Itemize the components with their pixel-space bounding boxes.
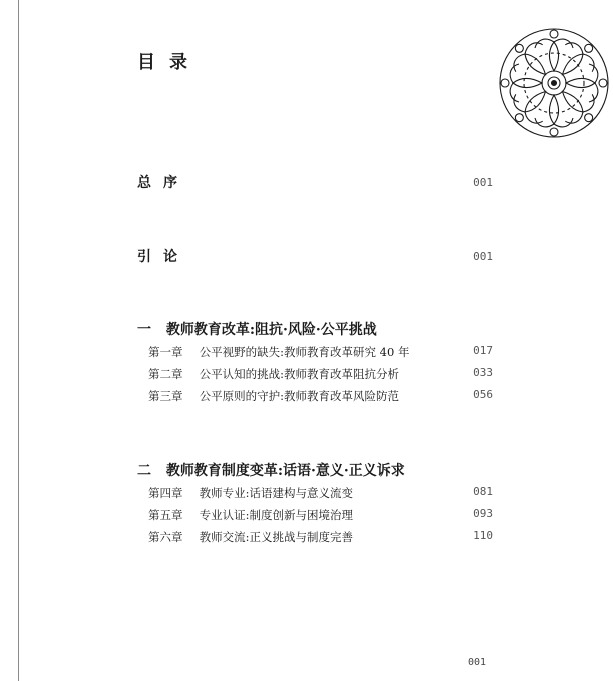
chapter-title: 专业认证:制度创新与困境治理 — [199, 508, 354, 522]
chapter-number: 第四章 — [148, 486, 183, 500]
part-number: 二 — [137, 463, 151, 479]
chapter-title: 公平原则的守护:教师教育改革风险防范 — [199, 389, 400, 403]
chapter-number: 第六章 — [148, 530, 183, 544]
chapter-row — [148, 388, 493, 404]
chapter-row — [148, 507, 493, 523]
chapter-title: 公平认知的挑战:教师教育改革阻抗分析 — [199, 367, 400, 381]
chapter-page-number: 081 — [473, 485, 493, 498]
toc-entry-introduction: 引论 — [137, 249, 189, 265]
part-heading — [137, 460, 405, 480]
chapter-page-number: 110 — [473, 529, 493, 542]
footer-page-number: 001 — [468, 657, 487, 668]
part-title: 教师教育改革:阻抗·风险·公平挑战 — [165, 322, 377, 338]
part-heading — [137, 319, 377, 339]
toc-entry-general-preface: 总序 — [137, 175, 189, 191]
chapter-number: 第五章 — [148, 508, 183, 522]
part-number: 一 — [137, 322, 151, 338]
chapter-row — [148, 485, 493, 501]
chapter-page-number: 017 — [473, 344, 493, 357]
page-title: 目录 — [137, 52, 201, 73]
chapter-page-number: 056 — [473, 388, 493, 401]
chapter-title: 教师交流:正义挑战与制度完善 — [199, 530, 354, 544]
toc-entry-page-number: 001 — [473, 250, 493, 263]
chapter-number: 第三章 — [148, 389, 183, 403]
chapter-number: 第一章 — [148, 345, 183, 359]
chapter-title: 教师专业:话语建构与意义流变 — [199, 486, 354, 500]
chapter-page-number: 033 — [473, 366, 493, 379]
part-title: 教师教育制度变革:话语·意义·正义诉求 — [165, 463, 405, 479]
chapter-title: 公平视野的缺失:教师教育改革研究 40 年 — [199, 345, 410, 359]
toc-entry-page-number: 001 — [473, 176, 493, 189]
chapter-row — [148, 529, 493, 545]
floral-medallion-icon — [493, 22, 613, 144]
chapter-page-number: 093 — [473, 507, 493, 520]
chapter-row — [148, 344, 493, 360]
page-edge-line — [18, 0, 19, 681]
chapter-row — [148, 366, 493, 382]
chapter-number: 第二章 — [148, 367, 183, 381]
